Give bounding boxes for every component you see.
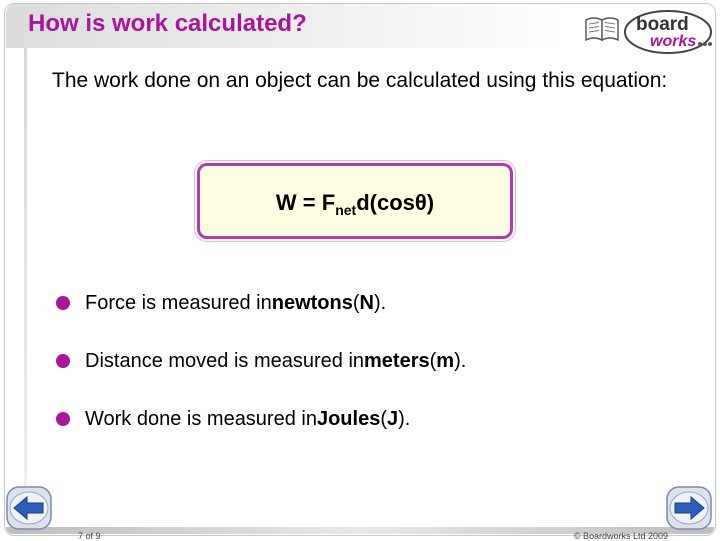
slide-number: 7 of 9 — [78, 531, 101, 541]
bullet-text-mid: ( — [429, 349, 437, 372]
open-book-icon — [586, 18, 618, 40]
bullet-text-mid: ( — [380, 407, 387, 430]
bullet-unit: meters — [364, 349, 430, 372]
bullet-text-after: ). — [374, 291, 387, 314]
copyright: © Boardworks Ltd 2009 — [573, 531, 668, 541]
logo-line2: works — [650, 33, 697, 50]
bullet-unit: newtons — [271, 291, 353, 314]
bullet-icon — [56, 412, 70, 426]
logo-line1: board — [636, 14, 689, 35]
bullet-symbol: N — [359, 291, 374, 314]
bullet-unit: Joules — [316, 407, 381, 430]
bullet-icon — [56, 296, 70, 310]
bullet-text-before: Work done is measured in — [85, 407, 317, 430]
bullet-text-mid: ( — [352, 291, 360, 314]
boardworks-logo — [580, 6, 716, 56]
prev-slide-button[interactable] — [6, 486, 52, 530]
equation — [200, 190, 510, 218]
sidebar-line — [24, 48, 27, 488]
intro-text: The work done on an object can be calculated using this equation: — [52, 69, 668, 92]
equation-rest: d(cosθ) — [356, 190, 435, 215]
bullet-icon — [56, 354, 70, 368]
next-slide-button[interactable] — [666, 486, 712, 530]
equation-subscript: net — [335, 202, 357, 218]
list-item — [56, 346, 466, 376]
bullet-text-before: Force is measured in — [85, 291, 272, 314]
bullet-text-before: Distance moved is measured in — [85, 349, 365, 372]
bullet-text-after: ). — [454, 349, 467, 372]
bullet-symbol: m — [436, 349, 455, 372]
list-item — [56, 404, 410, 434]
equation-force: F — [321, 190, 336, 215]
equation-lhs: W = — [275, 190, 322, 215]
bullet-symbol: J — [387, 407, 399, 430]
equation-box — [197, 163, 513, 239]
list-item — [56, 288, 386, 318]
slide-title: How is work calculated? — [28, 10, 307, 37]
bullet-text-after: ). — [398, 407, 411, 430]
